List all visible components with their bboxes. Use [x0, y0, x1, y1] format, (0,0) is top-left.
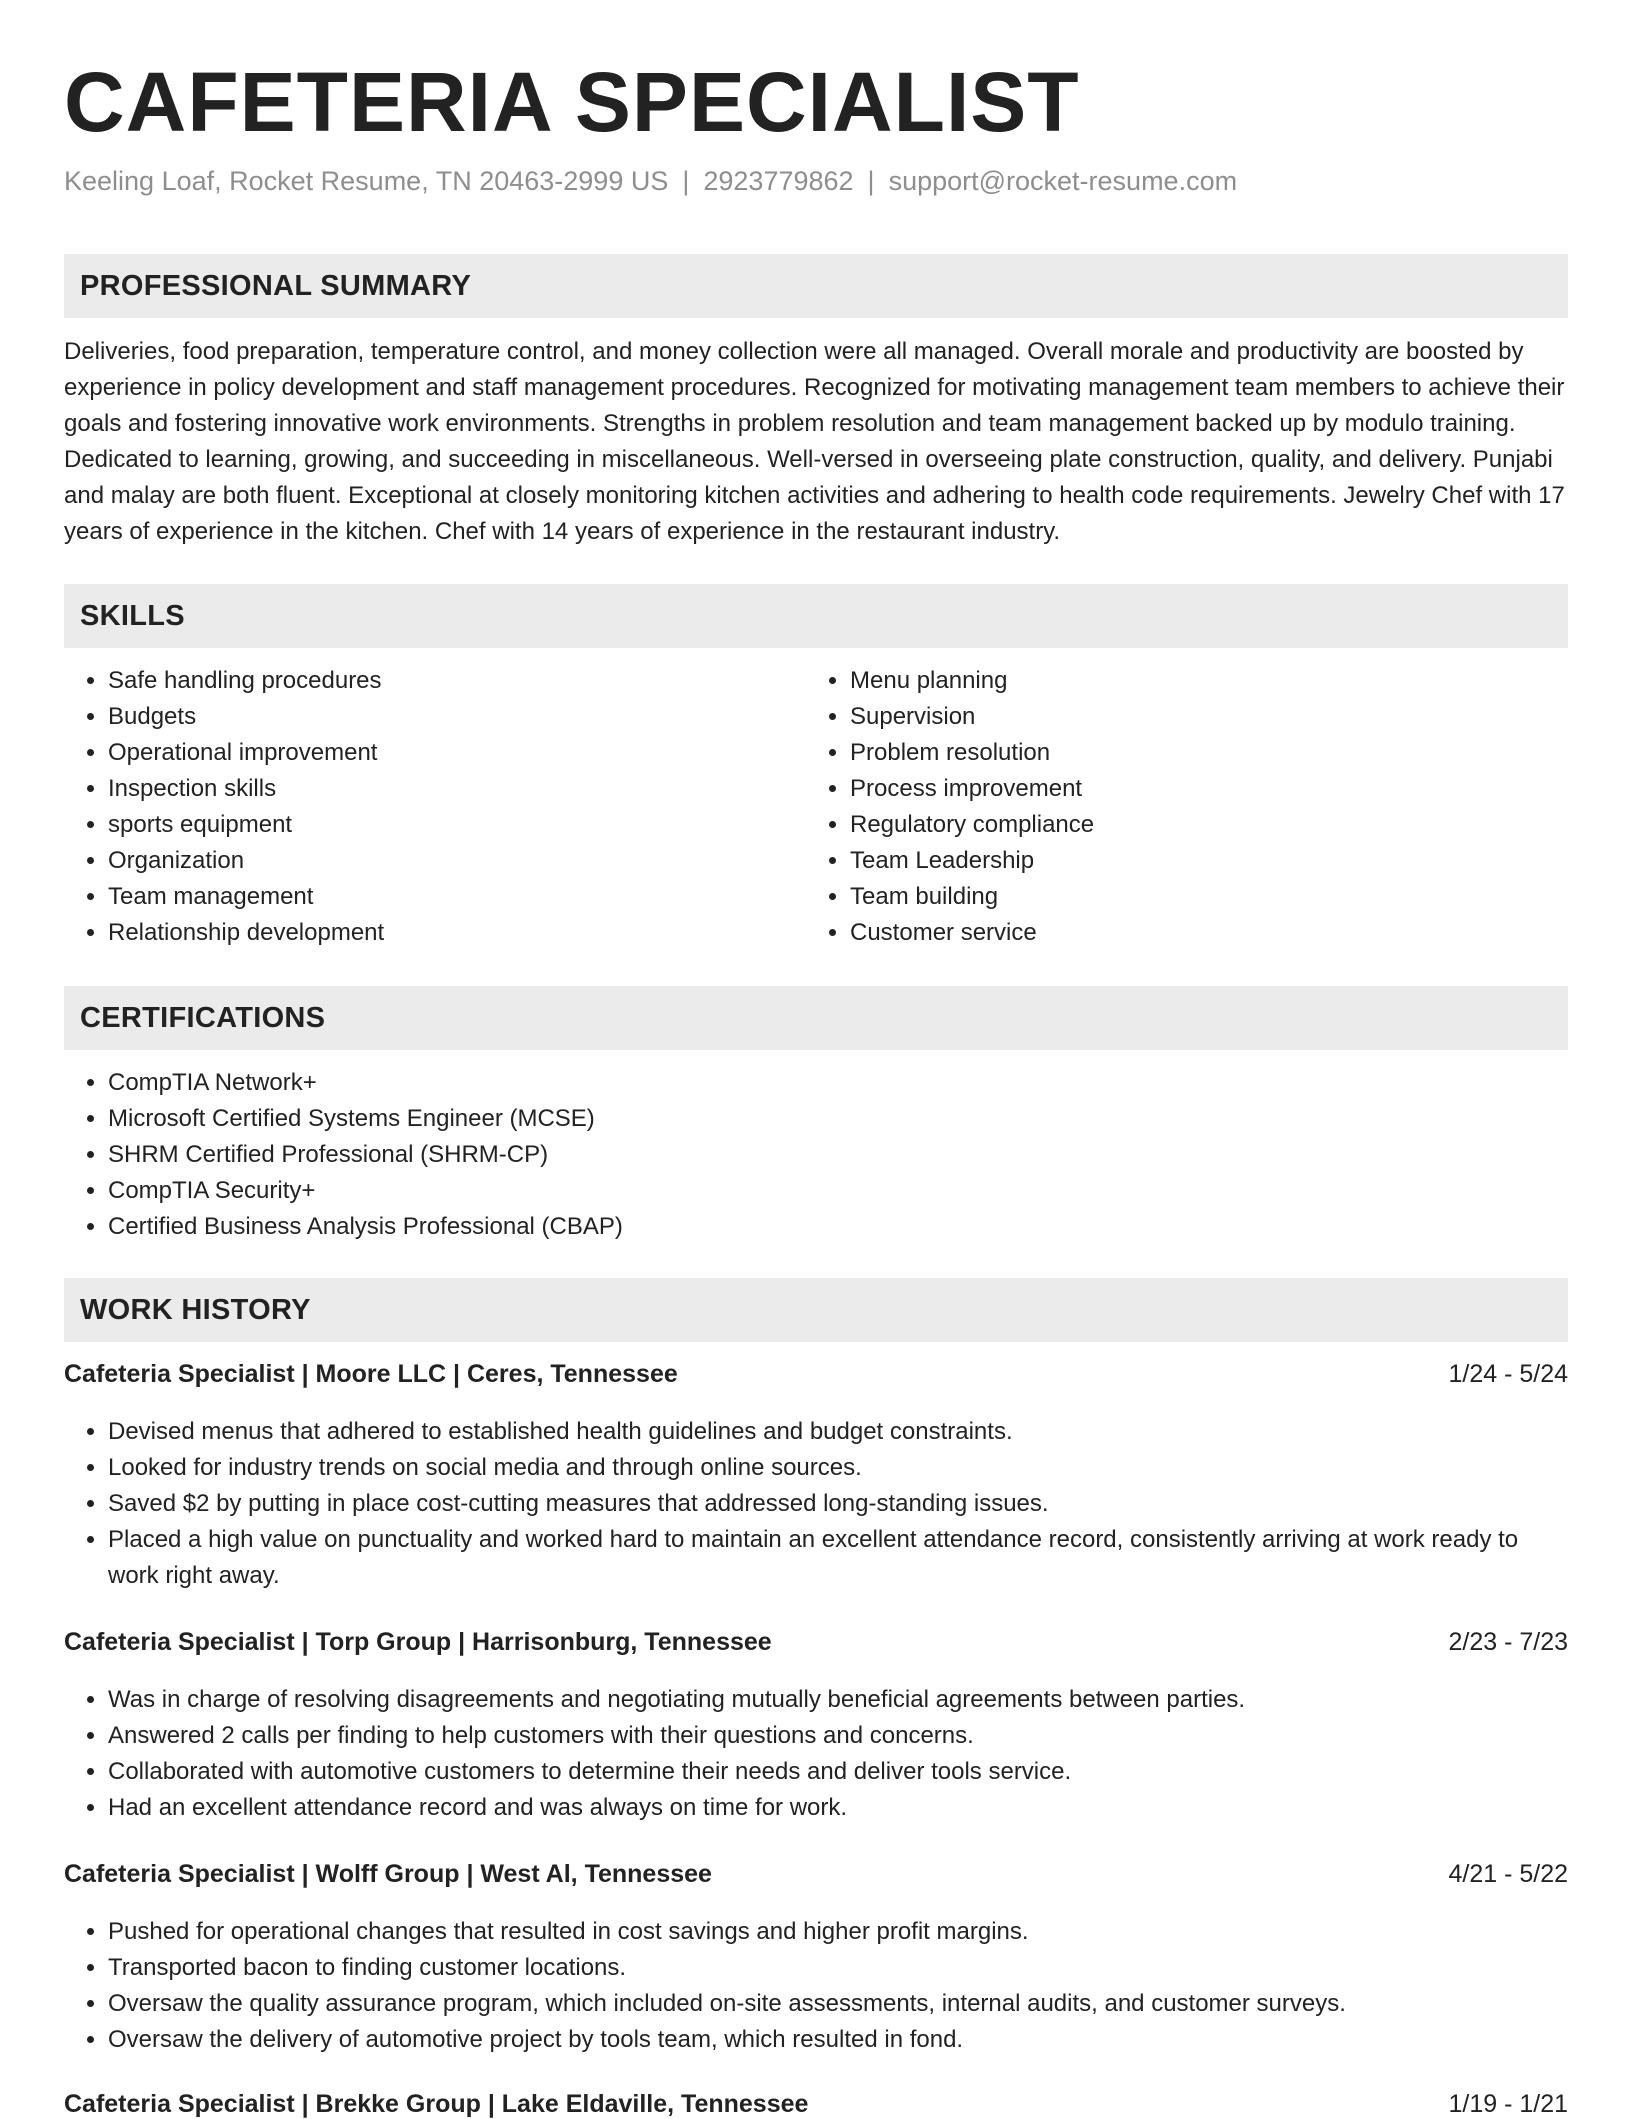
contact-email[interactable]: support@rocket-resume.com	[888, 166, 1238, 196]
skill-item: • Supervision	[850, 699, 1550, 735]
skill-item: • sports equipment	[108, 807, 808, 843]
skill-item: • Safe handling procedures	[108, 663, 808, 699]
job-title: Cafeteria Specialist | Moore LLC | Ceres, Tennessee	[64, 1360, 678, 1388]
skill-item: • Relationship development	[108, 915, 808, 951]
skill-item: • Regulatory compliance	[850, 807, 1550, 843]
skill-item: • Inspection skills	[108, 771, 808, 807]
job-dates: 1/19 - 1/21	[1448, 2090, 1568, 2118]
job-bullet-item: • Oversaw the delivery of automotive project by tools team, which resulted in fond.	[108, 2022, 1568, 2058]
job-dates: 4/21 - 5/22	[1448, 1860, 1568, 1888]
contact-address: Keeling Loaf, Rocket Resume, TN 20463-2999 US	[64, 166, 669, 196]
certification-item: • CompTIA Security+	[108, 1173, 1568, 1209]
certification-item: • Microsoft Certified Systems Engineer (MCSE)	[108, 1101, 1568, 1137]
skills-section-title: SKILLS	[80, 599, 185, 632]
job-title: Cafeteria Specialist | Brekke Group | Lake Eldaville, Tennessee	[64, 2090, 809, 2118]
job-bullet-item: • Collaborated with automotive customers to determine their needs and deliver tools service.	[108, 1754, 1568, 1790]
contact-line	[64, 166, 1237, 197]
job-bullet-item: • Transported bacon to finding customer locations.	[108, 1950, 1568, 1986]
skills-list-right	[806, 663, 1550, 951]
certifications-section-header	[64, 986, 1568, 1050]
job-bullets	[64, 1914, 1568, 2058]
skill-item: • Problem resolution	[850, 735, 1550, 771]
certification-item: • Certified Business Analysis Professional (CBAP)	[108, 1209, 1568, 1245]
certifications-section-title: CERTIFICATIONS	[80, 1001, 326, 1034]
contact-phone[interactable]: 2923779862	[703, 166, 854, 196]
skill-item: • Budgets	[108, 699, 808, 735]
job-bullet-item: • Devised menus that adhered to established health guidelines and budget constraints.	[108, 1414, 1568, 1450]
job-dates: 1/24 - 5/24	[1448, 1360, 1568, 1388]
job-bullet-item: • Saved $2 by putting in place cost-cutting measures that addressed long-standing issues.	[108, 1486, 1568, 1522]
job-bullet-item: • Placed a high value on punctuality and worked hard to maintain an excellent attendance record, consistently arriving at work ready to work right away.	[108, 1522, 1568, 1594]
contact-separator: |	[682, 166, 690, 196]
work-history-section-header	[64, 1278, 1568, 1342]
skill-item: • Team Leadership	[850, 843, 1550, 879]
skill-item: • Organization	[108, 843, 808, 879]
skill-item: • Operational improvement	[108, 735, 808, 771]
skill-item: • Team management	[108, 879, 808, 915]
job-bullets	[64, 1414, 1568, 1594]
job-bullet-item: • Oversaw the quality assurance program, which included on-site assessments, internal audits, and customer surveys.	[108, 1986, 1568, 2022]
certifications-list	[64, 1065, 1568, 1245]
summary-paragraph: Deliveries, food preparation, temperature control, and money collection were all managed. Overall morale and productivity are boosted by experience in policy development and staff management procedures. Recognized for motivating management team members to achieve their goals and fostering innovative work environments. Strengths in problem resolution and team management backed up by modulo training. Dedicated to learning, growing, and succeeding in miscellaneous. Well-versed in overseeing plate construction, quality, and delivery. Punjabi and malay are both fluent. Exceptional at closely monitoring kitchen activities and adhering to health code requirements. Jewelry Chef with 17 years of experience in the kitchen. Chef with 14 years of experience in the restaurant industry.	[64, 338, 1565, 545]
job-bullet-item: • Pushed for operational changes that resulted in cost savings and higher profit margins.	[108, 1914, 1568, 1950]
skill-item: • Menu planning	[850, 663, 1550, 699]
job-title: Cafeteria Specialist | Wolff Group | West Al, Tennessee	[64, 1860, 712, 1888]
skill-item: • Process improvement	[850, 771, 1550, 807]
skill-item: • Customer service	[850, 915, 1550, 951]
job-bullet-item: • Had an excellent attendance record and was always on time for work.	[108, 1790, 1568, 1826]
work-history-section-title: WORK HISTORY	[80, 1293, 311, 1326]
candidate-name: CAFETERIA SPECIALIST	[64, 55, 1080, 149]
job-bullets	[64, 1682, 1568, 1826]
job-bullet-item: • Answered 2 calls per finding to help customers with their questions and concerns.	[108, 1718, 1568, 1754]
skills-section-header	[64, 584, 1568, 648]
certification-item: • CompTIA Network+	[108, 1065, 1568, 1101]
certification-item: • SHRM Certified Professional (SHRM-CP)	[108, 1137, 1568, 1173]
job-title: Cafeteria Specialist | Torp Group | Harrisonburg, Tennessee	[64, 1628, 772, 1656]
skill-item: • Team building	[850, 879, 1550, 915]
job-bullet-item: • Was in charge of resolving disagreements and negotiating mutually beneficial agreements between parties.	[108, 1682, 1568, 1718]
job-dates: 2/23 - 7/23	[1448, 1628, 1568, 1656]
summary-section-title: PROFESSIONAL SUMMARY	[80, 269, 472, 302]
skills-list-left	[64, 663, 808, 951]
summary-section-header	[64, 254, 1568, 318]
job-bullet-item: • Looked for industry trends on social media and through online sources.	[108, 1450, 1568, 1486]
contact-separator: |	[867, 166, 875, 196]
